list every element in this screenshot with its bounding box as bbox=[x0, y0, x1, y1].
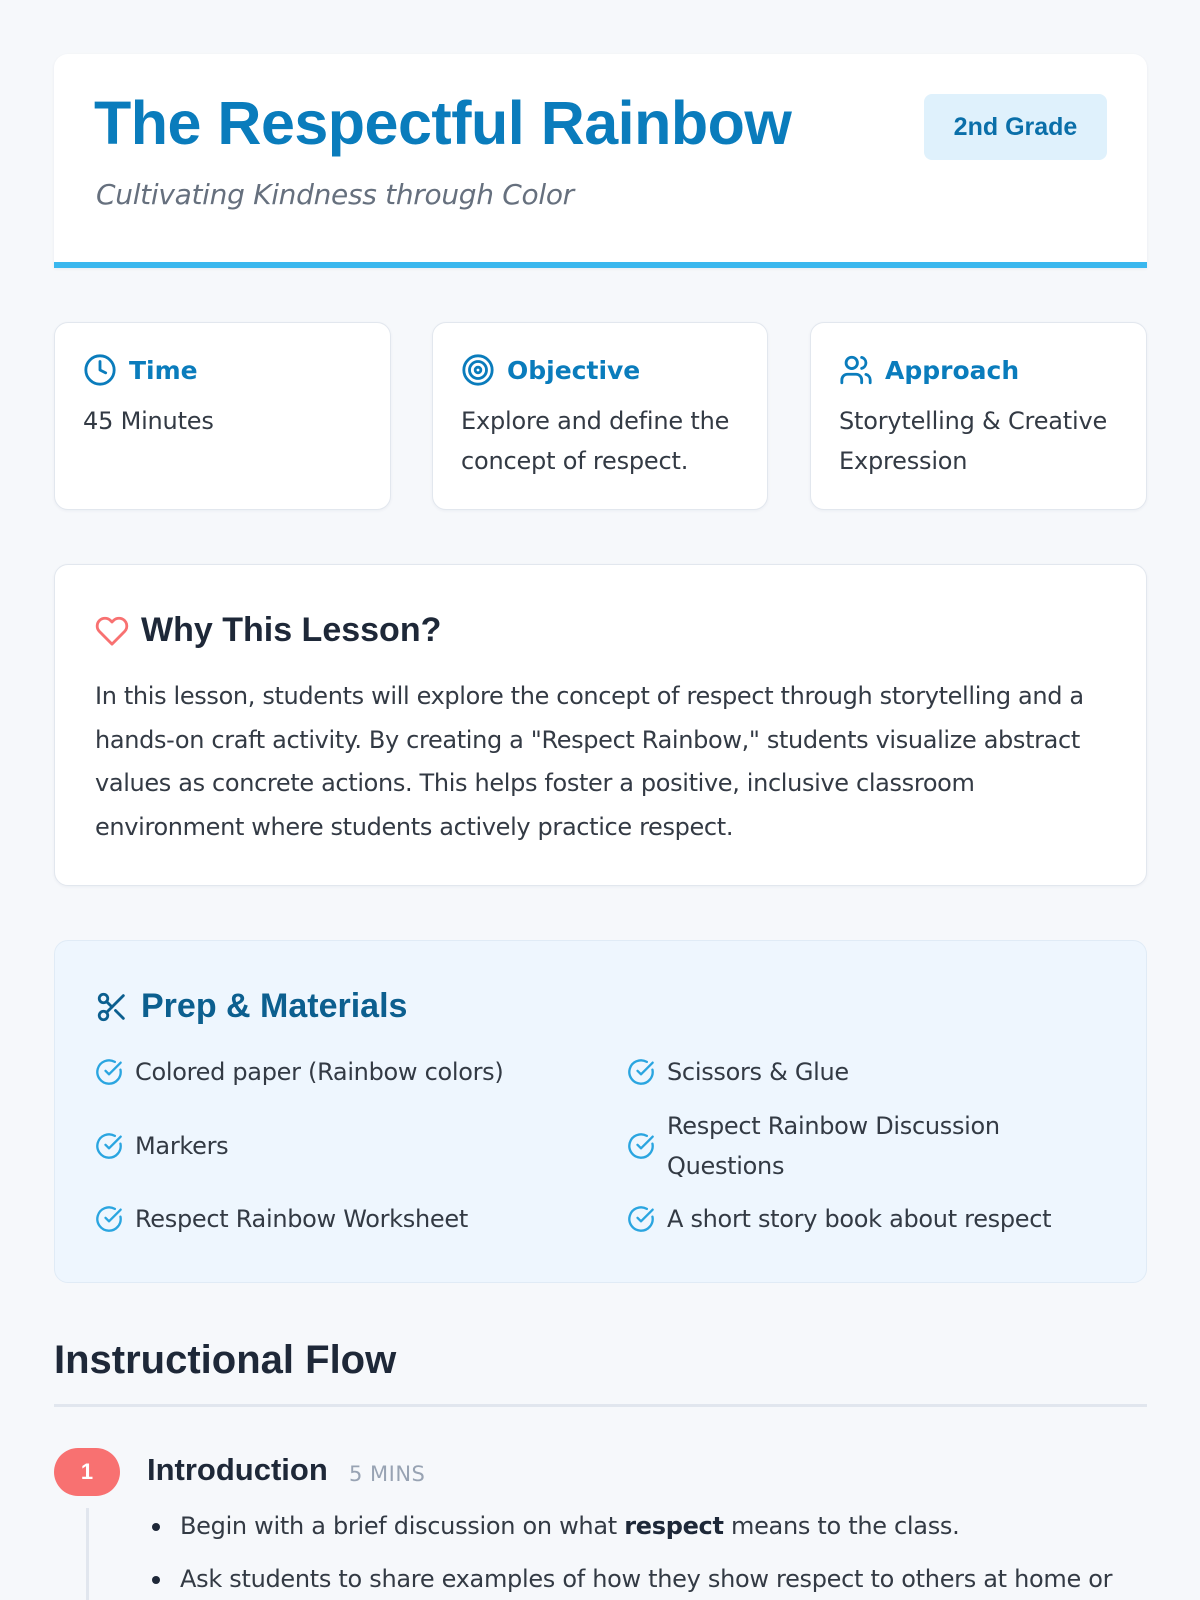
info-card-title: Approach bbox=[885, 355, 1020, 385]
step-title: Introduction bbox=[147, 1452, 328, 1487]
info-card-text: Storytelling & Creative Expression bbox=[839, 407, 1108, 475]
info-card-text: Explore and define the concept of respect. bbox=[461, 407, 730, 475]
step-bullet-list bbox=[150, 1506, 1150, 1600]
prep-materials-title: Prep & Materials bbox=[141, 987, 408, 1025]
info-card-time bbox=[54, 322, 391, 510]
heart-icon bbox=[95, 614, 129, 648]
info-card-objective bbox=[432, 322, 768, 510]
step-number-badge: 1 bbox=[54, 1448, 120, 1496]
info-card-header bbox=[83, 353, 198, 387]
step-duration: 5 MINS bbox=[349, 1462, 426, 1486]
check-circle-icon bbox=[627, 1205, 655, 1233]
step-timeline-line bbox=[86, 1508, 89, 1600]
step-bullet-text: Ask students to share examples of how they show respect to others at home or bbox=[180, 1565, 1113, 1593]
why-lesson-header bbox=[95, 611, 441, 650]
material-label: Respect Rainbow Worksheet bbox=[135, 1205, 468, 1233]
info-card-text: 45 Minutes bbox=[83, 407, 214, 435]
why-lesson-text: In this lesson, students will explore the concept of respect through storytelling and a hands-on craft activity. By creating a "Respect Rainbow," students visualize abstract values as concrete actions. This helps foster a positive, inclusive classroom environment where students actively practice respect. bbox=[95, 682, 1084, 841]
step-bullet-emphasis: respect bbox=[624, 1512, 724, 1540]
material-item bbox=[95, 1106, 565, 1186]
material-item bbox=[627, 1199, 1097, 1239]
info-card-header bbox=[461, 353, 640, 387]
prep-materials-card bbox=[54, 940, 1147, 1283]
section-divider bbox=[54, 1404, 1147, 1407]
check-circle-icon bbox=[95, 1132, 123, 1160]
material-label: A short story book about respect bbox=[667, 1205, 1052, 1233]
why-lesson-card bbox=[54, 564, 1147, 886]
page-subtitle: Cultivating Kindness through Color bbox=[96, 178, 574, 211]
material-item bbox=[627, 1106, 1067, 1186]
material-item bbox=[95, 1199, 565, 1239]
why-lesson-title: Why This Lesson? bbox=[141, 611, 442, 649]
clock-icon bbox=[83, 353, 117, 387]
users-icon bbox=[839, 353, 873, 387]
info-card-title: Objective bbox=[507, 355, 641, 385]
check-circle-icon bbox=[627, 1132, 655, 1160]
info-card-header bbox=[839, 353, 1019, 387]
check-circle-icon bbox=[627, 1058, 655, 1086]
check-circle-icon bbox=[95, 1058, 123, 1086]
check-circle-icon bbox=[95, 1205, 123, 1233]
step-bullet bbox=[150, 1559, 1150, 1599]
info-card-title: Time bbox=[129, 355, 198, 385]
header-card bbox=[54, 54, 1147, 268]
target-icon bbox=[461, 353, 495, 387]
material-item bbox=[95, 1052, 565, 1092]
scissors-icon bbox=[95, 990, 129, 1024]
info-card-approach bbox=[810, 322, 1147, 510]
grade-badge: 2nd Grade bbox=[924, 94, 1107, 160]
page-title: The Respectful Rainbow bbox=[94, 89, 792, 157]
material-label: Colored paper (Rainbow colors) bbox=[135, 1058, 504, 1086]
step-bullet-text: Begin with a brief discussion on what bbox=[180, 1512, 625, 1540]
material-label: Markers bbox=[135, 1132, 229, 1160]
material-label: Scissors & Glue bbox=[667, 1058, 849, 1086]
section-title-instructional-flow: Instructional Flow bbox=[54, 1338, 397, 1382]
prep-materials-header bbox=[95, 987, 407, 1026]
material-label: Respect Rainbow Discussion Questions bbox=[667, 1112, 1000, 1180]
material-item bbox=[627, 1052, 1097, 1092]
step-bullet-text: means to the class. bbox=[723, 1512, 960, 1540]
step-bullet bbox=[150, 1506, 1150, 1546]
